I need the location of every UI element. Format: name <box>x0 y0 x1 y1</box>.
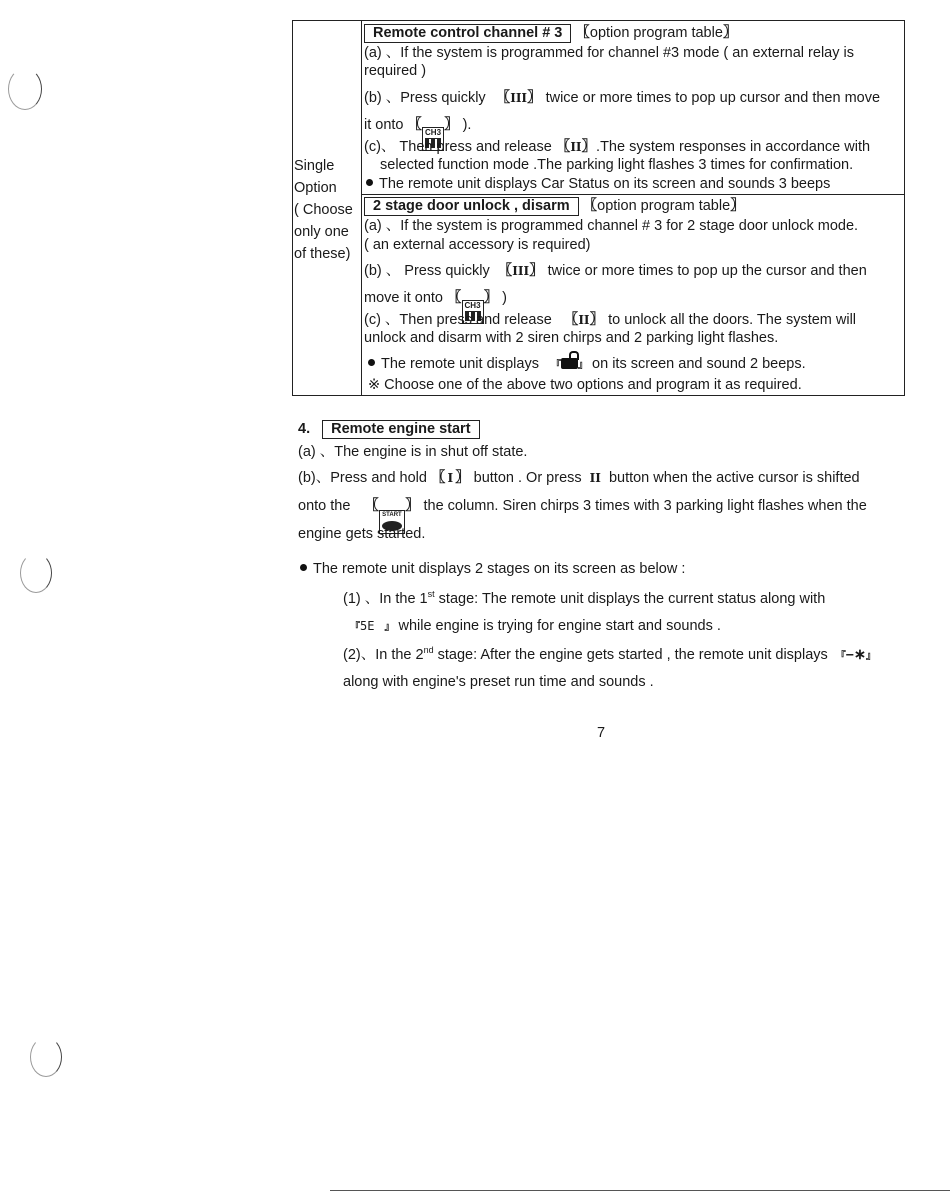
bullet-icon <box>366 179 373 186</box>
section4-step-b2: onto the 〖START 〗 the column. Siren chirps 3 times with 3 parking light flashes when the <box>298 497 867 534</box>
option1-heading: Remote control channel # 3 〖option program table〗 <box>364 24 737 43</box>
option1-step-b1: (b) 、Press quickly 〖III〗 twice or more times to pop up cursor and then move <box>364 89 881 106</box>
option1-step-c2: selected function mode .The parking light flashes 3 times for confirmation. <box>380 157 854 173</box>
table-row-divider <box>361 194 904 195</box>
option1-step-b2-end: ). <box>462 117 472 133</box>
option2-step-c1-text: (c) 、Then press and release <box>364 312 552 328</box>
option1-step-a1: (a) 、If the system is programmed for channel #3 mode ( an external relay is <box>364 45 854 61</box>
ch3-icon: CH3 <box>422 127 444 151</box>
option2-step-d-rest: on its screen and sound 2 beeps. <box>592 356 806 372</box>
left-label-line: of these) <box>294 246 351 262</box>
option1-step-b1-rest: twice or more times to pop up cursor and then move <box>545 90 881 106</box>
stage1-sup: st <box>427 589 435 599</box>
option1-step-d-text: The remote unit displays Car Status on its screen and sounds 3 beeps <box>379 176 831 192</box>
section4-step-b1-mid: button . Or press <box>473 470 582 486</box>
option2-step-b2-end: ) <box>502 290 507 306</box>
unlock-icon <box>561 358 578 369</box>
option2-heading: 2 stage door unlock , disarm 〖option program table〗 <box>364 197 745 216</box>
start-button-key: I <box>447 471 454 485</box>
stage2-line2: along with engine's preset run time and sounds . <box>343 674 654 690</box>
option1-suffix: option program table <box>589 25 723 41</box>
option2-step-b1: (b) 、 Press quickly 〖III〗 twice or more times to pop up the cursor and then <box>364 262 867 279</box>
option2-note: ※ Choose one of the above two options and program it as required. <box>368 377 802 393</box>
binder-hole-bottom <box>30 1037 62 1077</box>
ch3-icon: CH3 <box>462 300 484 324</box>
option1-button-key: III <box>510 91 528 105</box>
option2-step-c1-rest: to unlock all the doors. The system will <box>608 312 857 328</box>
stage1-line <box>343 589 825 608</box>
option2-step-c2: unlock and disarm with 2 siren chirps and 2 parking light flashes. <box>364 330 779 346</box>
running-icon: –∗ <box>845 646 867 663</box>
option1-step-c1-rest: .The system responses in accordance with <box>596 139 871 155</box>
section4-heading <box>298 420 480 439</box>
section4-step-b2-rest: the column. Siren chirps 3 times with 3 parking light flashes when the <box>423 498 867 514</box>
option2-button-key: III <box>512 264 530 278</box>
lcd-display-st: 5E <box>360 619 375 633</box>
section4-step-b1: (b)、Press and hold 〖 I 〗 button . Or press II button when the active cursor is shifted <box>298 469 860 486</box>
option1-step-b2: it onto 〖 CH3 〗 ). <box>364 116 471 151</box>
section4-step-b2-text: onto the <box>298 498 351 514</box>
section4-step-b3: engine gets started. <box>298 526 426 542</box>
option1-step-d <box>366 175 830 193</box>
option2-step-d-text: The remote unit displays <box>381 356 539 372</box>
binder-hole-top <box>8 68 42 110</box>
page-number: 7 <box>597 725 606 741</box>
option2-step-a2: ( an external accessory is required) <box>364 237 591 253</box>
footer-rule <box>330 1190 950 1191</box>
section4-number: 4. <box>298 421 311 437</box>
option2-suffix: option program table <box>597 198 731 214</box>
left-label-line: only one <box>294 224 349 240</box>
table-left-label <box>294 155 362 265</box>
left-label-line: Single <box>294 158 335 174</box>
option2-step-b2: move it onto 〖 CH3 〗 ) <box>364 289 507 324</box>
section4-bullet-text: The remote unit displays 2 stages on its screen as below : <box>313 561 686 577</box>
option2-step-b2-text: move it onto <box>364 290 443 306</box>
option1-step-b1-text: (b) 、Press quickly <box>364 90 486 106</box>
option1-step-b2-text: it onto <box>364 117 404 133</box>
stage2-line: (2)、In the 2nd stage: After the engine gets started , the remote unit displays 『–∗』 <box>343 645 877 663</box>
stage1-rest: stage: The remote unit displays the current status along with <box>438 590 826 607</box>
bullet-icon <box>368 359 375 366</box>
section4-step-b1-rest: button when the active cursor is shifted <box>608 470 860 486</box>
stage2-text: (2)、In the 2 <box>343 646 424 663</box>
stage1-text: (1) 、In the 1 <box>343 590 428 607</box>
left-label-line: ( Choose <box>294 202 353 218</box>
option2-button-key2: II <box>578 313 590 327</box>
binder-hole-middle <box>20 553 52 593</box>
option1-step-a2: required ) <box>364 63 427 79</box>
stage2-rest: stage: After the engine gets started , the remote unit displays <box>437 646 828 663</box>
cursor-button-key: II <box>589 471 601 485</box>
option2-step-d: The remote unit displays 『 』 on its screen and sound 2 beeps. <box>368 355 806 373</box>
option1-title: Remote control channel # 3 <box>364 24 571 43</box>
section4-step-a: (a) 、The engine is in shut off state. <box>298 444 528 460</box>
option1-button-key2: II <box>570 140 582 154</box>
start-icon: START <box>379 510 405 534</box>
section4-title: Remote engine start <box>322 420 479 439</box>
bullet-icon <box>300 564 307 571</box>
section4-bullet <box>300 560 685 578</box>
option1-step-c1: (c)、 Then press and release 〖II〗.The system responses in accordance with <box>364 138 871 155</box>
stage2-sup: nd <box>423 645 434 655</box>
option2-step-b1-text: (b) 、 Press quickly <box>364 263 490 279</box>
option2-step-b1-rest: twice or more times to pop up the cursor and then <box>547 263 867 279</box>
option2-title: 2 stage door unlock , disarm <box>364 197 579 216</box>
option2-step-c1: (c) 、Then press and release 〖II〗 to unlock all the doors. The system will <box>364 311 857 328</box>
option1-step-c1-text: (c)、 Then press and release <box>364 139 552 155</box>
stage1-line2: 『5E 』 while engine is trying for engine start and sounds . <box>350 618 721 634</box>
section4-step-b1-text: (b)、Press and hold <box>298 470 427 486</box>
option2-step-a1: (a) 、If the system is programmed channel # 3 for 2 stage door unlock mode. <box>364 218 859 234</box>
stage1-line2-text: while engine is trying for engine start and sounds . <box>398 618 721 634</box>
left-label-line: Option <box>294 180 337 196</box>
